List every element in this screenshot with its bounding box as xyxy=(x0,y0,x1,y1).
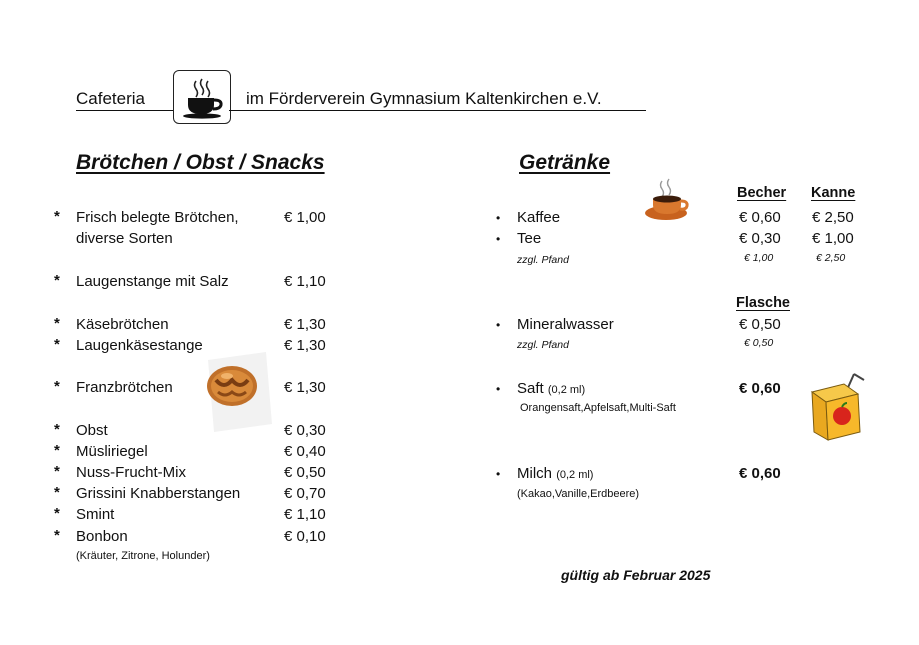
price-brotchen: € 1,00 xyxy=(284,209,326,226)
col-kanne: Kanne xyxy=(811,185,856,201)
item-marker: • xyxy=(496,382,501,396)
price-grissini: € 0,70 xyxy=(284,485,326,502)
item-nuss-frucht-mix: Nuss-Frucht-Mix xyxy=(76,464,187,481)
price-milch: € 0,60 xyxy=(739,465,781,482)
pfand-flasche: € 0,50 xyxy=(744,337,774,349)
item-grissini: Grissini Knabberstangen xyxy=(76,485,241,502)
item-marker: * xyxy=(54,315,60,332)
price-kasebrotchen: € 1,30 xyxy=(284,316,326,333)
price-musliriegel: € 0,40 xyxy=(284,443,326,460)
item-bonbon: Bonbon xyxy=(76,528,128,545)
item-marker: • xyxy=(496,318,501,332)
item-marker: * xyxy=(54,208,60,225)
item-marker: • xyxy=(496,232,501,246)
price-laugenkasestange: € 1,30 xyxy=(284,337,326,354)
item-marker: * xyxy=(54,505,60,522)
saft-note: Orangensaft,Apfelsaft,Multi-Saft xyxy=(520,402,676,414)
item-kaffee: Kaffee xyxy=(517,209,561,226)
item-marker: * xyxy=(54,421,60,438)
item-marker: * xyxy=(54,378,60,395)
item-brotchen: Frisch belegte Brötchen, diverse Sorten xyxy=(76,209,239,247)
price-franzbrotchen: € 1,30 xyxy=(284,379,326,396)
coffee-cup-icon xyxy=(173,70,231,124)
price-tee-kanne: € 1,00 xyxy=(812,230,854,247)
price-obst: € 0,30 xyxy=(284,422,326,439)
milch-note: (Kakao,Vanille,Erdbeere) xyxy=(517,488,640,500)
bonbon-note: (Kräuter, Zitrone, Holunder) xyxy=(76,550,210,562)
valid-date: gültig ab Februar 2025 xyxy=(561,567,711,583)
item-smint: Smint xyxy=(76,506,115,523)
header-verein: im Förderverein Gymnasium Kaltenkirchen e.V. xyxy=(229,89,646,111)
item-laugenkasestange: Laugenkäsestange xyxy=(76,337,203,354)
pfand-becher: € 1,00 xyxy=(744,252,774,264)
coffee-icon xyxy=(642,175,692,223)
item-mineralwasser: Mineralwasser xyxy=(517,316,614,333)
price-tee-becher: € 0,30 xyxy=(739,230,781,247)
pfand-label: zzgl. Pfand xyxy=(517,254,569,266)
price-kaffee-becher: € 0,60 xyxy=(739,209,781,226)
item-marker: * xyxy=(54,272,60,289)
price-nuss-frucht-mix: € 0,50 xyxy=(284,464,326,481)
item-musliriegel: Müsliriegel xyxy=(76,443,148,460)
item-marker: • xyxy=(496,467,501,481)
item-kasebrotchen: Käsebrötchen xyxy=(76,316,169,333)
drinks-title: Getränke xyxy=(519,151,611,174)
item-marker: * xyxy=(54,442,60,459)
item-laugenstange: Laugenstange mit Salz xyxy=(76,273,229,290)
col-becher: Becher xyxy=(737,185,787,201)
snacks-title: Brötchen / Obst / Snacks xyxy=(76,151,325,174)
item-obst: Obst xyxy=(76,422,108,439)
item-marker: • xyxy=(496,211,501,225)
price-bonbon: € 0,10 xyxy=(284,528,326,545)
price-mineralwasser: € 0,50 xyxy=(739,316,781,333)
item-milch: Milch (0,2 ml) xyxy=(517,465,594,482)
price-laugenstange: € 1,10 xyxy=(284,273,326,290)
item-marker: * xyxy=(54,336,60,353)
item-tee: Tee xyxy=(517,230,542,247)
pfand-label: zzgl. Pfand xyxy=(517,339,569,351)
item-franzbrotchen: Franzbrötchen xyxy=(76,379,173,396)
item-marker: * xyxy=(54,484,60,501)
price-kaffee-kanne: € 2,50 xyxy=(812,209,854,226)
price-smint: € 1,10 xyxy=(284,506,326,523)
header-cafeteria: Cafeteria xyxy=(76,89,173,111)
juice-box-icon xyxy=(808,370,868,442)
franzbrotchen-icon xyxy=(194,346,274,436)
item-marker: * xyxy=(54,527,60,544)
price-saft: € 0,60 xyxy=(739,380,781,397)
pfand-kanne: € 2,50 xyxy=(816,252,846,264)
item-marker: * xyxy=(54,463,60,480)
col-flasche: Flasche xyxy=(736,295,790,311)
item-saft: Saft (0,2 ml) xyxy=(517,380,586,397)
